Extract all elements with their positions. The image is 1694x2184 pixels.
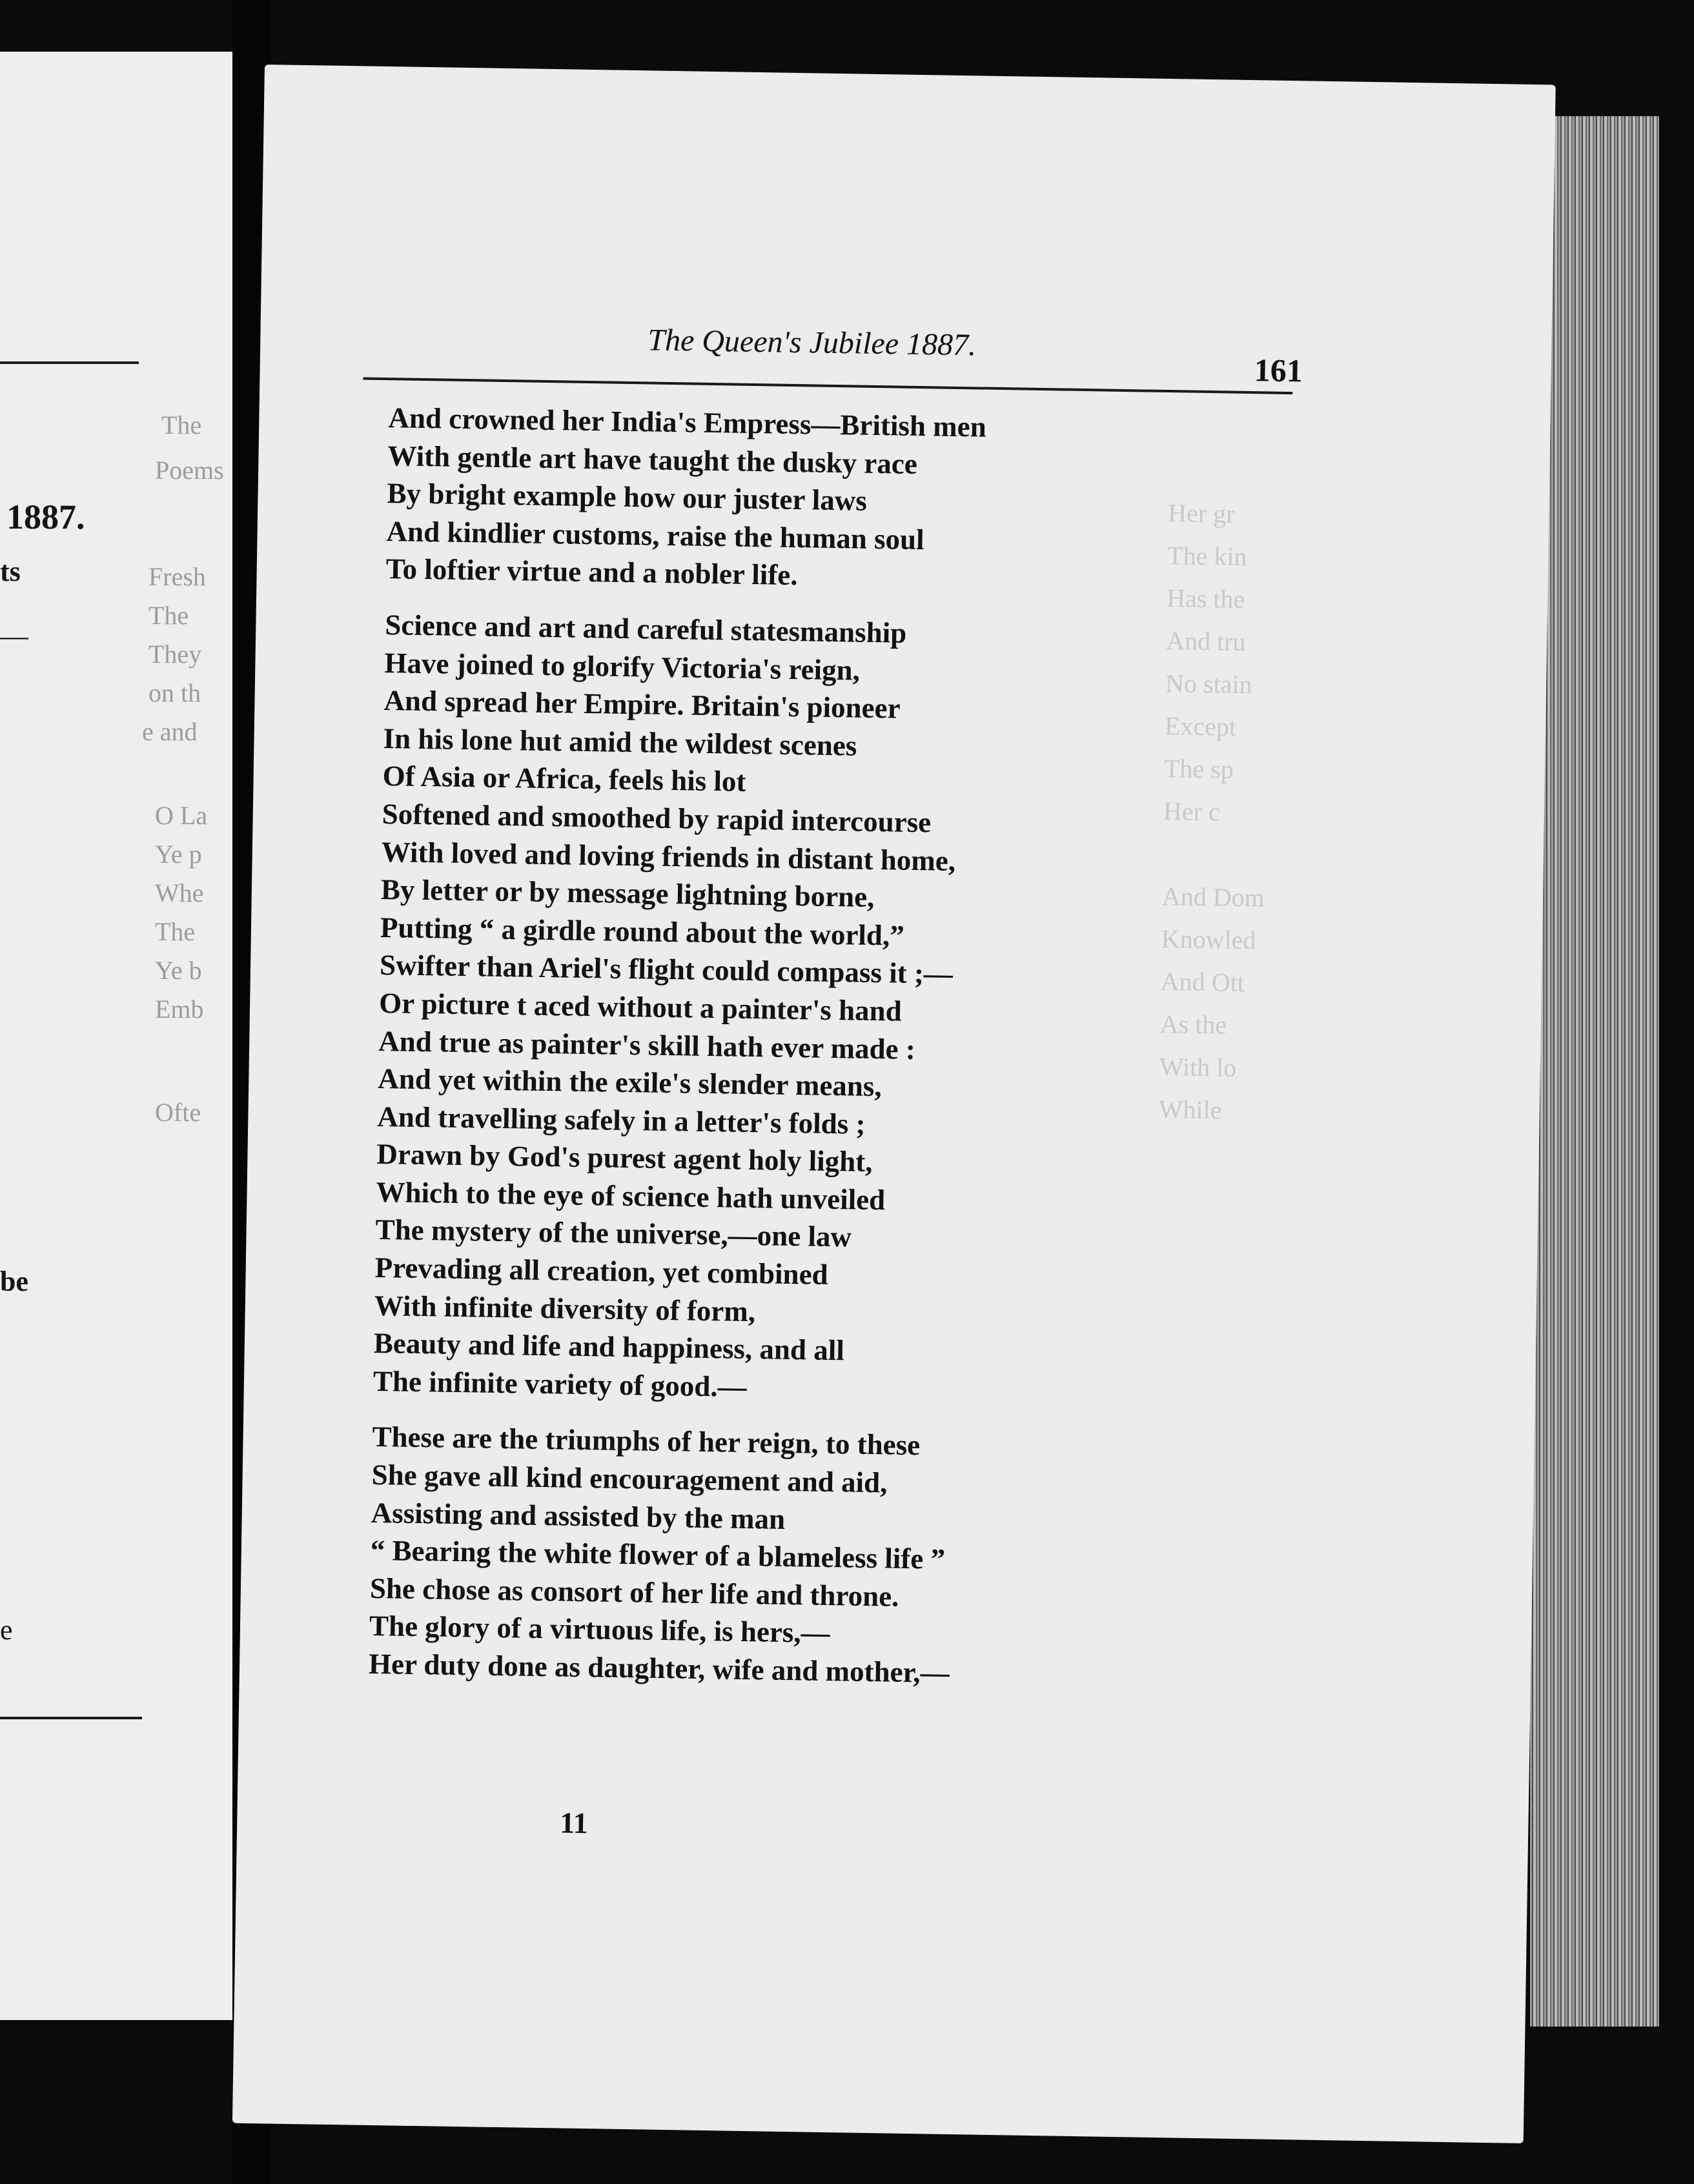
bleed-text: The <box>161 410 202 440</box>
poem-line: The infinite variety of good.— <box>372 1364 748 1403</box>
page-number: 161 <box>1254 352 1303 389</box>
poem-line: With gentle art have taught the dusky race <box>387 439 918 480</box>
poem-line: Softened and smoothed by rapid intercourse <box>382 797 932 839</box>
poem-line: Swifter than Ariel's flight could compass it ;— <box>379 949 954 991</box>
running-header: The Queen's Jubilee 1887. <box>647 323 977 363</box>
stanza <box>373 606 1354 1415</box>
signature-mark: 11 <box>559 1806 589 1840</box>
poem-line: To loftier virtue and a nobler life. <box>385 552 798 592</box>
poem-line: And travelling safely in a letter's folds ; <box>377 1100 866 1140</box>
bleed-text: The <box>155 917 196 946</box>
bleed-text: O La <box>155 801 208 830</box>
bleed-text: e and <box>142 717 198 746</box>
poem-line: By letter or by message lightning borne, <box>380 873 875 914</box>
show-through-text: Her gr The kin Has the And tru No stain Except The sp Her c And Dom Knowled And Ott As the With lo While <box>1158 498 1265 1125</box>
poem-line: These are the triumphs of her reign, to these <box>372 1421 921 1462</box>
left-fragment: — <box>0 620 28 652</box>
left-year: 1887. <box>6 498 85 536</box>
left-facing-page <box>0 52 232 2020</box>
poem-line: By bright example how our juster laws <box>387 477 868 517</box>
bleed-text: Ofte <box>155 1098 201 1127</box>
poem-line: And spread her Empire. Britain's pioneer <box>383 684 901 725</box>
poem-line: The glory of a virtuous life, is hers,— <box>369 1610 831 1650</box>
bleed-text: Emb <box>155 995 204 1024</box>
poem-line: Which to the eye of science hath unveiled <box>376 1175 886 1217</box>
poem-line: With infinite diversity of form, <box>374 1289 756 1328</box>
poem-body <box>368 399 1357 1716</box>
poem-line: Have joined to glorify Victoria's reign, <box>384 646 861 687</box>
poem-line: Prevading all creation, yet combined <box>374 1251 829 1291</box>
poem-line: “ Bearing the white flower of a blameless life ” <box>370 1534 946 1576</box>
poem-line: Of Asia or Africa, feels his lot <box>382 760 746 798</box>
poem-line: Putting “ a girdle round about the world,” <box>380 911 905 952</box>
bleed-text: on th <box>148 678 201 707</box>
bleed-text: Poems <box>155 456 224 485</box>
left-fragment: ts <box>0 556 21 587</box>
left-footer-rule <box>0 1717 142 1719</box>
poem-line: Science and art and careful statesmanship <box>384 609 907 649</box>
bleed-text: Whe <box>155 878 204 907</box>
bleed-text: Ye b <box>155 956 202 985</box>
left-fragment: e <box>0 1614 13 1646</box>
poem-line: Or picture t aced without a painter's hand <box>378 986 903 1027</box>
left-header-rule <box>0 361 139 364</box>
poem-line: The mystery of the universe,—one law <box>375 1213 852 1253</box>
poem-line: And kindlier customs, raise the human soul <box>386 514 925 556</box>
poem-line: Assisting and assisted by the man <box>371 1496 786 1535</box>
header-rule <box>363 377 1292 394</box>
poem-line: Her duty done as daughter, wife and mother,— <box>368 1647 950 1689</box>
left-fragment: be <box>0 1266 28 1297</box>
poem-line: Drawn by God's purest agent holy light, <box>376 1138 873 1178</box>
bleed-text: The <box>148 601 189 630</box>
bleed-text: Fresh <box>148 562 206 591</box>
bleed-text: They <box>148 640 202 669</box>
poem-line: And crowned her India's Empress—British men <box>388 401 987 443</box>
poem-line: She gave all kind encouragement and aid, <box>371 1458 888 1499</box>
poem-line: With loved and loving friends in distant home, <box>381 835 956 877</box>
poem-line: In his lone hut amid the wildest scenes <box>383 722 857 762</box>
book-page <box>232 65 1556 2143</box>
poem-line: And yet within the exile's slender means, <box>377 1062 883 1103</box>
bleed-text: Ye p <box>155 840 202 869</box>
stanza <box>385 399 1356 603</box>
poem-line: And true as painter's skill hath ever made : <box>378 1024 916 1066</box>
poem-line: She chose as consort of her life and throne. <box>369 1572 899 1613</box>
poem-line: Beauty and life and happiness, and all <box>373 1327 845 1367</box>
stanza <box>369 1418 1341 1698</box>
